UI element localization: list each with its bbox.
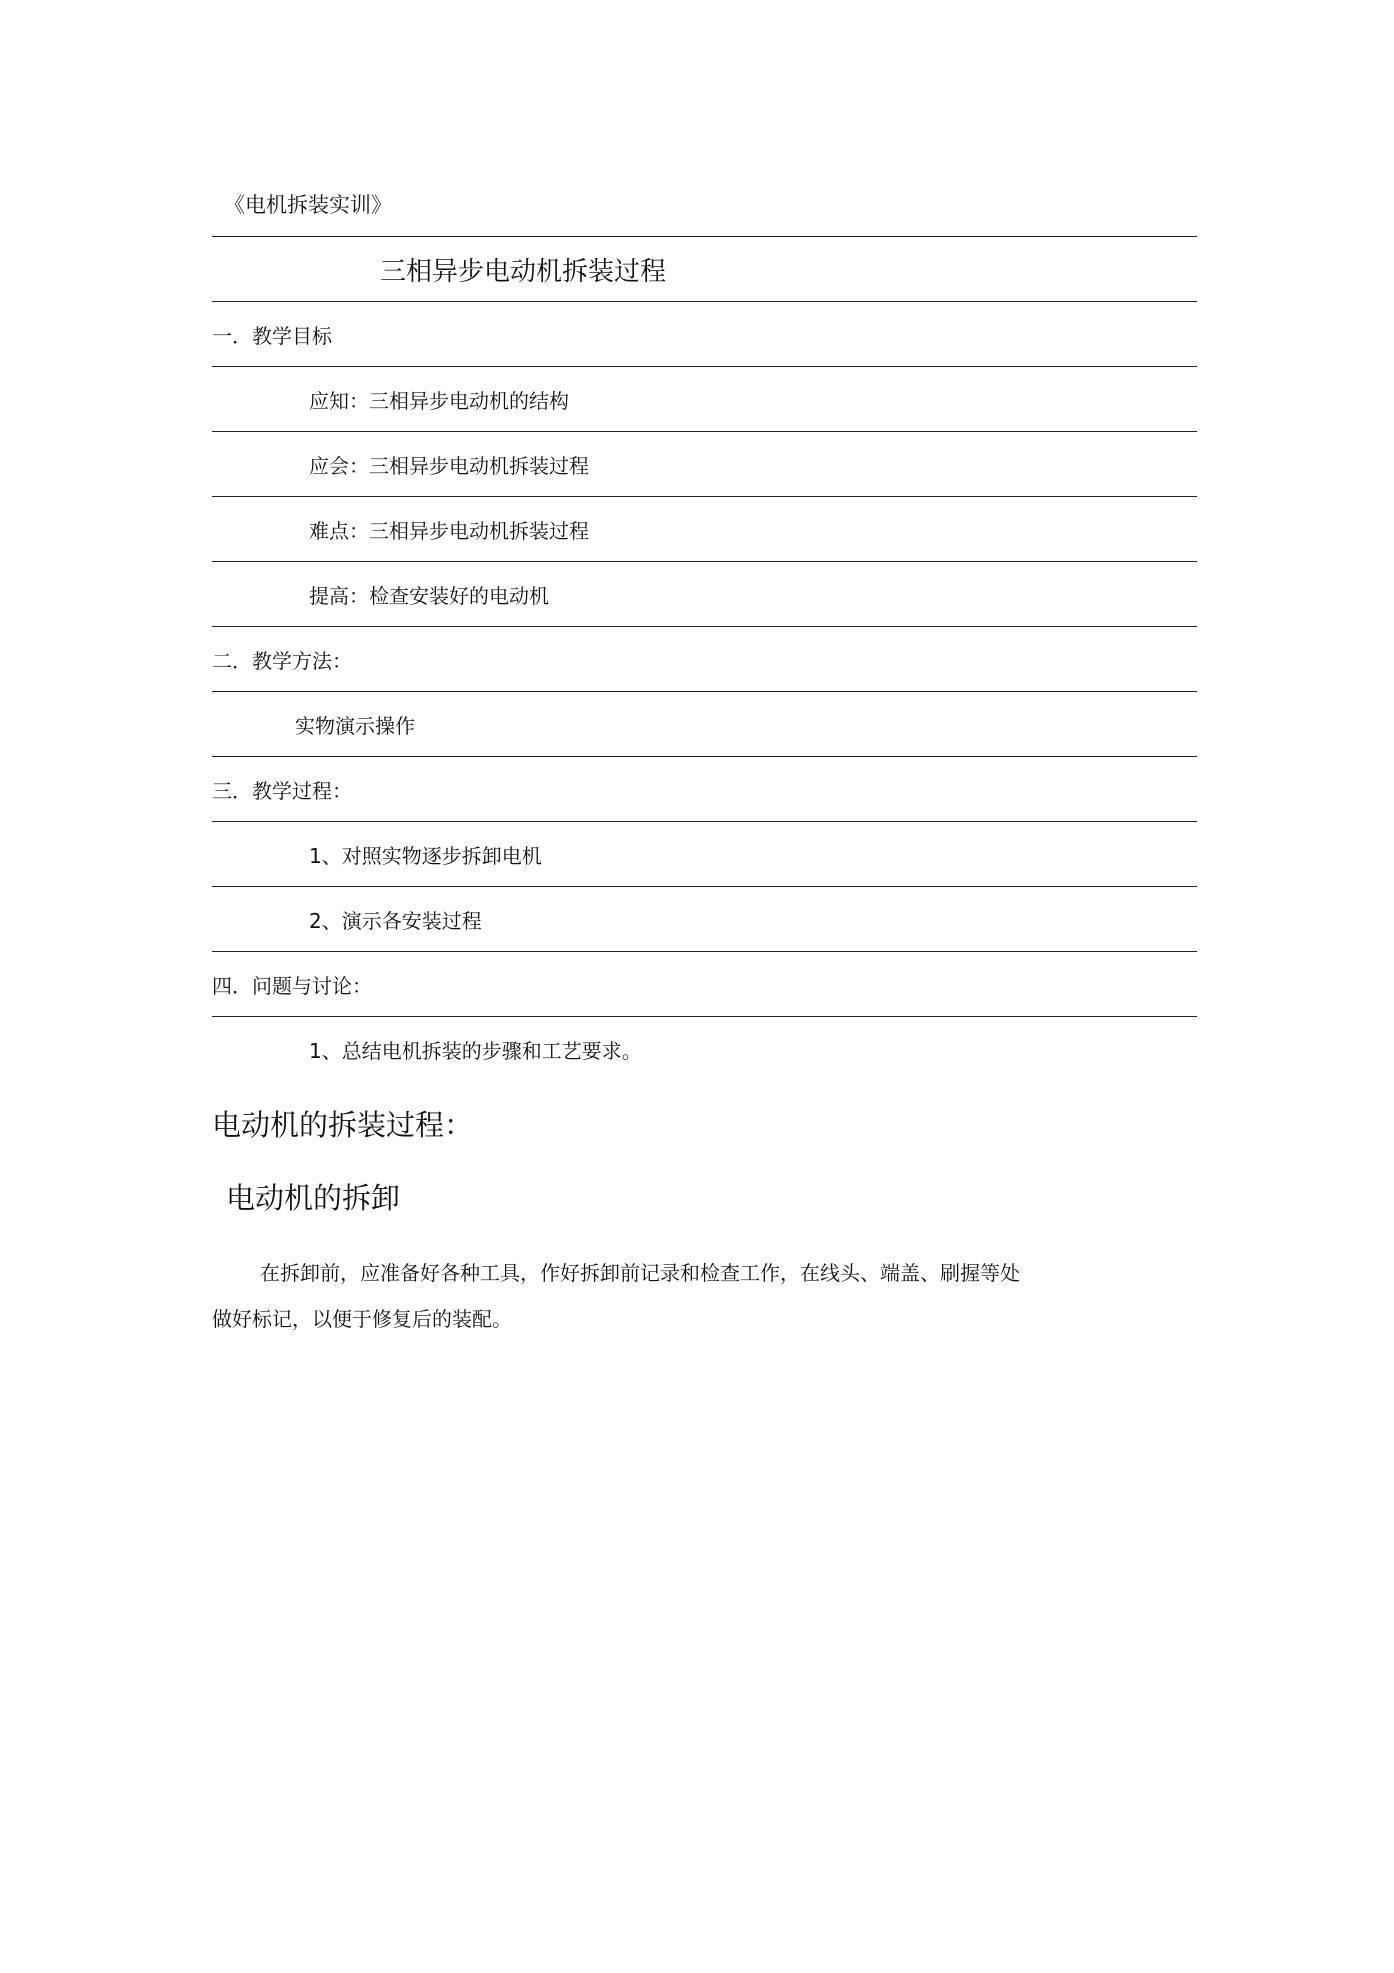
table-row bbox=[212, 431, 1197, 496]
table-row bbox=[212, 1016, 1197, 1081]
objective-skill: 应会：三相异步电动机拆装过程 bbox=[309, 453, 589, 478]
section-label-discussion: 四．问题与讨论： bbox=[212, 973, 372, 998]
process-step-1: 1、对照实物逐步拆卸电机 bbox=[309, 843, 542, 868]
table-row bbox=[212, 691, 1197, 756]
section-label-process: 三．教学过程： bbox=[212, 778, 352, 803]
section-label-methods: 二．教学方法： bbox=[212, 648, 352, 673]
body-paragraph bbox=[212, 1250, 1112, 1342]
lesson-plan-table bbox=[212, 236, 1197, 1081]
course-title: 《电机拆装实训》 bbox=[224, 193, 392, 217]
table-row bbox=[212, 561, 1197, 626]
sub-heading: 电动机的拆卸 bbox=[226, 1181, 401, 1215]
table-row bbox=[212, 366, 1197, 431]
table-row bbox=[212, 496, 1197, 561]
discussion-item-1: 1、总结电机拆装的步骤和工艺要求。 bbox=[309, 1038, 642, 1063]
paragraph-line: 做好标记，以便于修复后的装配。 bbox=[212, 1307, 512, 1331]
table-row bbox=[212, 951, 1197, 1016]
lesson-title: 三相异步电动机拆装过程 bbox=[380, 256, 667, 287]
objective-know: 应知：三相异步电动机的结构 bbox=[309, 388, 569, 413]
objective-improve: 提高：检查安装好的电动机 bbox=[309, 583, 549, 608]
table-row bbox=[212, 756, 1197, 821]
section-label-objectives: 一．教学目标 bbox=[212, 323, 332, 348]
process-step-2: 2、演示各安装过程 bbox=[309, 908, 482, 933]
table-row bbox=[212, 821, 1197, 886]
objective-difficulty: 难点：三相异步电动机拆装过程 bbox=[309, 518, 589, 543]
method-item: 实物演示操作 bbox=[295, 713, 415, 738]
paragraph-line: 在拆卸前，应准备好各种工具，作好拆卸前记录和检查工作，在线头、端盖、刷握等处 bbox=[260, 1261, 1020, 1285]
table-row bbox=[212, 301, 1197, 366]
table-row bbox=[212, 626, 1197, 691]
table-title-row bbox=[212, 236, 1197, 301]
table-row bbox=[212, 886, 1197, 951]
section-heading: 电动机的拆装过程： bbox=[212, 1108, 474, 1142]
